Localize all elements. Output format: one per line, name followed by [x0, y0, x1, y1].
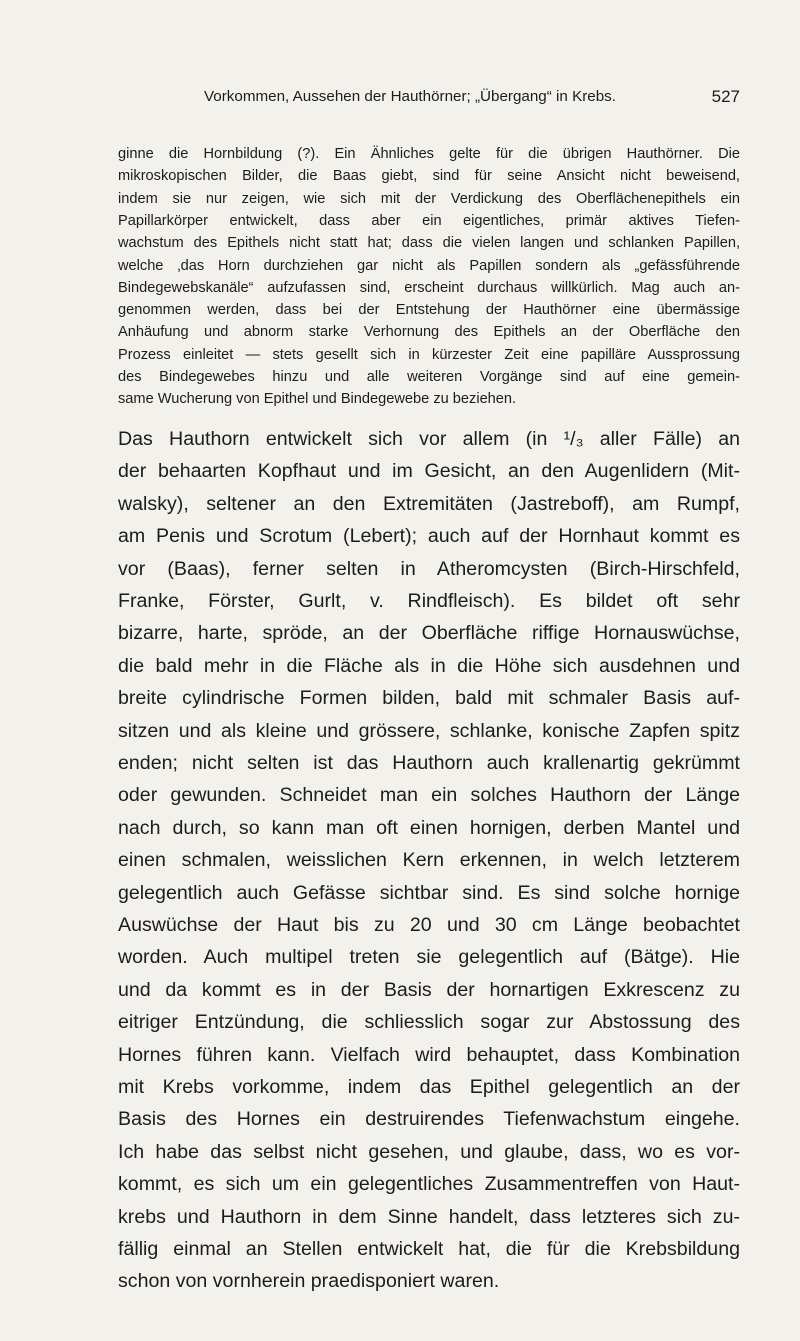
text-line: Franke, Förster, Gurlt, v. Rindfleisch). Es bildet oft sehr [118, 590, 740, 612]
text-line: Das Hauthorn entwickelt sich vor allem (in ¹/₃ aller Fälle) an [118, 428, 740, 450]
text-line: der behaarten Kopfhaut und im Gesicht, an den Augenlidern (Mit- [118, 460, 740, 483]
text-line: welche ‚das Horn durchziehen gar nicht als Papillen sondern als „gefässführende [118, 257, 740, 274]
text-line: genommen werden, dass bei der Entstehung der Hauthörner eine übermässige [118, 302, 740, 319]
text-line: indem sie nur zeigen, wie sich mit der Verdickung des Oberflächenepithels ein [118, 190, 740, 207]
text-line: oder gewunden. Schneidet man ein solches Hauthorn der Länge [118, 784, 740, 807]
text-line: Hornes führen kann. Vielfach wird behauptet, dass Kombination [118, 1043, 740, 1066]
text-line: mit Krebs vorkomme, indem das Epithel gelegentlich an der [118, 1076, 740, 1098]
text-line: same Wucherung von Epithel und Bindegewebe zu beziehen. [118, 391, 517, 408]
text-line: gelegentlich auch Gefässe sichtbar sind. Es sind solche hornige [118, 881, 740, 904]
text-line: nach durch, so kann man oft einen hornigen, derben Mantel und [118, 816, 740, 839]
text-line: vor (Baas), ferner selten in Atheromcysten (Birch-Hirschfeld, [118, 557, 740, 580]
text-line: walsky), seltener an den Extremitäten (Jastreboff), am Rumpf, [118, 492, 740, 515]
running-head [118, 83, 740, 111]
text-line: fällig einmal an Stellen entwickelt hat, die für die Krebsbildung [118, 1238, 740, 1260]
text-line: Papillarkörper entwickelt, dass aber ein eigentliches, primär aktives Tiefen- [118, 212, 740, 229]
text-line: am Penis und Scrotum (Lebert); auch auf der Hornhaut kommt es [118, 525, 740, 548]
text-line: breite cylindrische Formen bilden, bald mit schmaler Basis auf- [118, 687, 740, 710]
page-number: 527 [711, 87, 740, 106]
text-line: Basis des Hornes ein destruirendes Tiefenwachstum eingehe. [118, 1108, 740, 1131]
text-line: enden; nicht selten ist das Hauthorn auch krallenartig gekrümmt [118, 752, 740, 774]
text-line: die bald mehr in die Fläche als in die Höhe sich ausdehnen und [118, 654, 740, 677]
text-line: krebs und Hauthorn in dem Sinne handelt, dass letzteres sich zu- [118, 1205, 740, 1228]
text-line: wachstum des Epithels nicht statt hat; dass die vielen langen und schlanken Papillen, [118, 235, 740, 252]
text-line: sitzen und als kleine und grössere, schlanke, konische Zapfen spitz [118, 719, 740, 742]
text-line: Prozess einleitet — stets gesellt sich in kürzester Zeit eine papilläre Aussprossung [118, 346, 740, 363]
text-line: des Bindegewebes hinzu und alle weiteren Vorgänge sind auf eine gemein- [118, 369, 740, 385]
text-line: und da kommt es in der Basis der hornartigen Exkrescenz zu [118, 978, 740, 1001]
text-line: schon von vornherein praedisponiert waren. [118, 1270, 500, 1293]
text-line: ginne die Hornbildung (?). Ein Ähnliches gelte für die übrigen Hauthörner. Die [118, 146, 740, 162]
text-line: Auswüchse der Haut bis zu 20 und 30 cm Länge beobachtet [118, 914, 740, 936]
text-line: Anhäufung und abnorm starke Verhornung des Epithels an der Oberfläche den [118, 324, 740, 341]
text-line: Ich habe das selbst nicht gesehen, und glaube, dass, wo es vor- [118, 1140, 740, 1163]
text-line: Bindegewebskanäle“ aufzufassen sind, erscheint durchaus willkürlich. Mag auch an- [118, 279, 740, 296]
text-line: worden. Auch multipel treten sie gelegentlich auf (Bätge). Hie [118, 946, 740, 969]
text-line: einen schmalen, weisslichen Kern erkennen, in welch letzterem [118, 849, 740, 872]
text-line: mikroskopischen Bilder, die Baas giebt, sind für seine Ansicht nicht beweisend, [118, 168, 740, 185]
text-line: bizarre, harte, spröde, an der Oberfläche riffige Hornauswüchse, [118, 622, 740, 645]
running-title: Vorkommen, Aussehen der Hauthörner; „Übergang“ in Krebs. [204, 88, 616, 105]
text-line: kommt, es sich um ein gelegentliches Zusammentreffen von Haut- [118, 1173, 740, 1196]
text-line: eitriger Entzündung, die schliesslich sogar zur Abstossung des [118, 1011, 740, 1034]
